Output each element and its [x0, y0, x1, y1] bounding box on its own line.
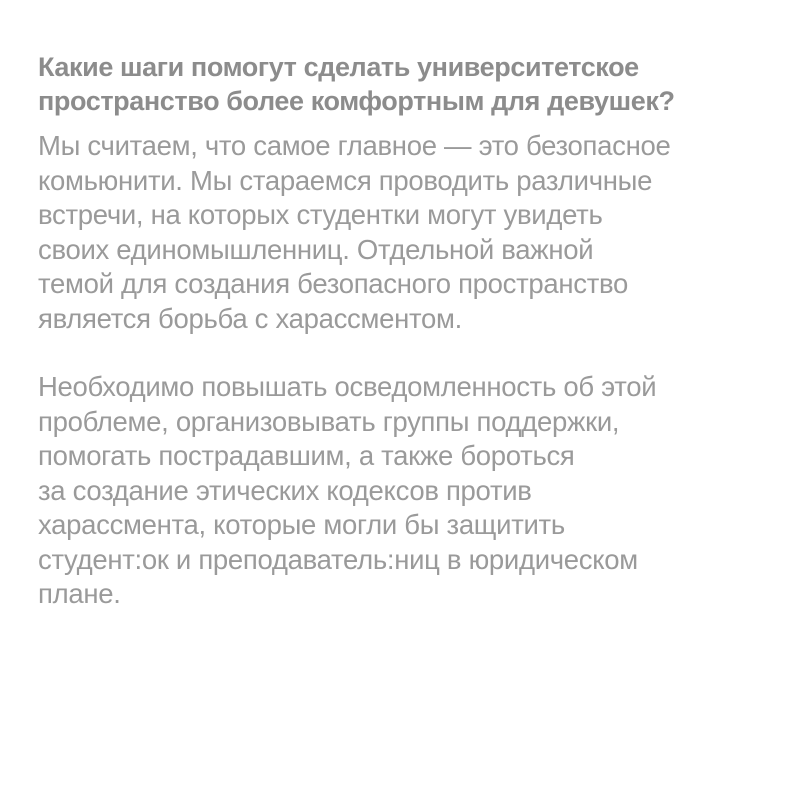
paragraph-line: своих единомышленниц. Отдельной важной — [38, 233, 594, 265]
paragraph-line: темой для создания безопасного пространство — [38, 268, 629, 299]
paragraph-line: харассмента, которые могли бы защитить — [38, 509, 565, 540]
paragraph-line: плане. — [38, 578, 121, 609]
question-heading — [38, 50, 778, 118]
answer-paragraph-1 — [38, 129, 778, 336]
paragraph-line: комьюнити. Мы стараемся проводить различные — [38, 164, 653, 196]
question-line: пространство более комфортным для девушек? — [38, 86, 675, 116]
paragraph-line: является борьба с харассментом. — [38, 302, 462, 334]
paragraph-line: Необходимо повышать осведомленность об этой — [38, 371, 657, 402]
paragraph-line: помогать пострадавшим, а также бороться — [38, 440, 575, 471]
text-content — [38, 50, 778, 612]
paragraph-line: за создание этических кодексов против — [38, 474, 532, 506]
answer-paragraph-2 — [38, 370, 778, 612]
paragraph-line: проблеме, организовывать группы поддержки, — [38, 405, 620, 437]
paragraph-line: встречи, на которых студентки могут увидеть — [38, 199, 603, 230]
paragraph-line: Мы считаем, что самое главное — это безопасное — [38, 130, 671, 161]
paragraph-line: студент:ок и преподаватель:ниц в юридическом — [38, 543, 638, 575]
question-line: Какие шаги помогут сделать университетское — [38, 52, 639, 82]
